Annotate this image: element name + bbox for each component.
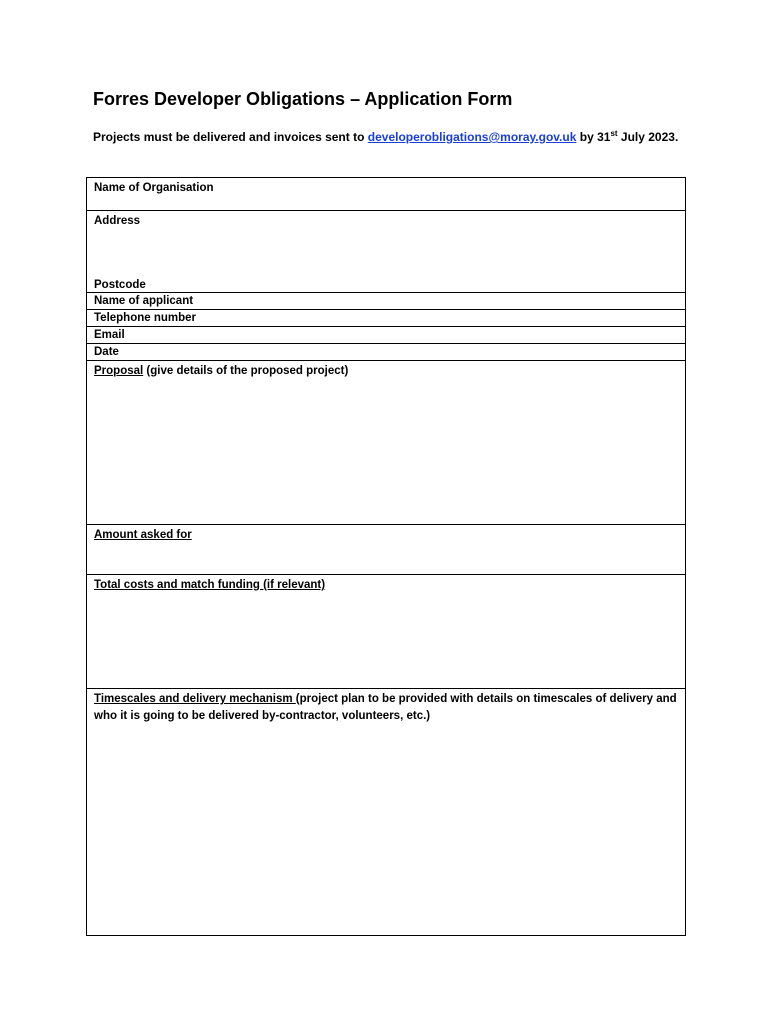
row-proposal[interactable] [87,361,685,525]
intro-text-before: Projects must be delivered and invoices sent to [93,130,368,144]
label-timescales: Timescales and delivery mechanism [94,693,296,705]
label-proposal: Proposal [94,365,144,377]
label-date: Date [94,346,119,358]
row-name-of-organisation[interactable] [87,178,685,211]
intro-superscript: st [610,129,618,138]
label-postcode: Postcode [94,279,146,291]
intro-paragraph [93,128,683,146]
row-telephone[interactable] [87,310,685,327]
label-name-of-applicant: Name of applicant [94,295,194,307]
page-title: Forres Developer Obligations – Application Form [93,89,513,109]
label-amount-asked-for: Amount asked for [94,529,192,541]
label-telephone: Telephone number [94,312,197,324]
row-timescales[interactable] [87,689,685,935]
label-address: Address [94,215,141,227]
row-address[interactable] [87,211,685,277]
label-total-costs: Total costs and match funding (if relevant) [94,579,326,591]
row-date[interactable] [87,344,685,361]
hint-timescales: (project plan to be provided with details on timescales of delivery and who it is going to be delivered by-contractor, volunteers, etc.) [94,693,677,722]
row-total-costs[interactable] [87,575,685,689]
intro-text-mid: by 31 [576,130,611,144]
intro-text-after: July 2023. [617,130,679,144]
row-amount-asked-for[interactable] [87,525,685,575]
row-email[interactable] [87,327,685,344]
label-name-of-organisation: Name of Organisation [94,182,214,194]
email-link[interactable]: developerobligations@moray.gov.uk [367,130,577,144]
hint-proposal: (give details of the proposed project) [143,365,349,377]
row-name-of-applicant[interactable] [87,293,685,310]
label-email: Email [94,329,125,341]
row-postcode[interactable] [87,277,685,293]
application-form-table [86,177,686,936]
